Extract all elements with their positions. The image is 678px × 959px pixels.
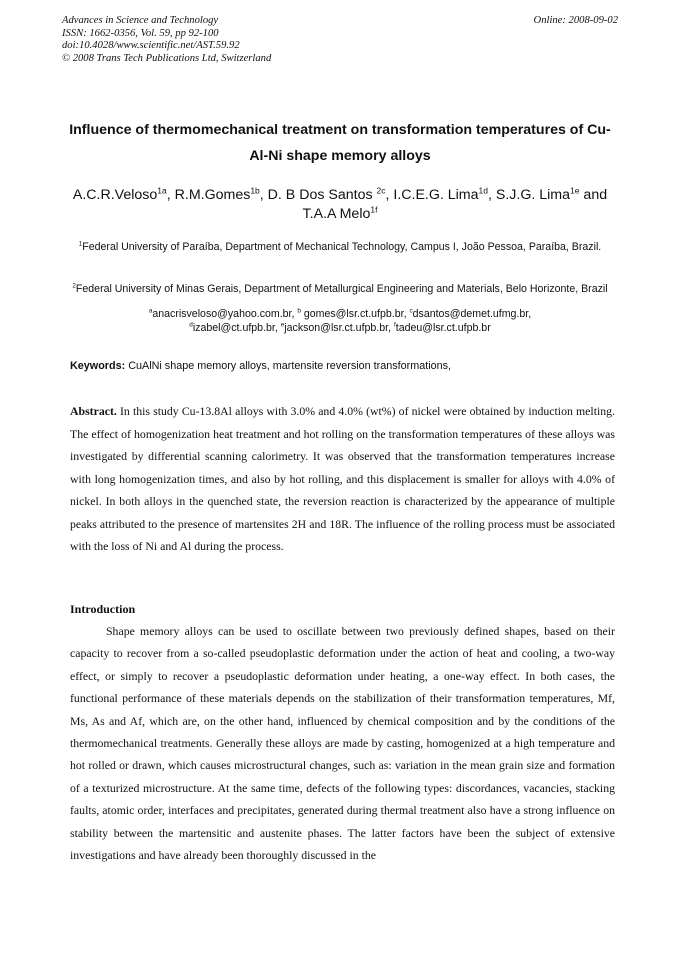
affiliation-text: Federal University of Paraíba, Department of Mechanical Technology, Campus I, João Pessoa, Paraíba, Brazil. [82, 241, 602, 253]
author-separator: , [385, 187, 394, 203]
email-superscript: e [280, 320, 285, 328]
keywords-label: Keywords: [70, 360, 126, 372]
email-separator: , [388, 321, 394, 334]
author-superscript: 1f [370, 204, 378, 215]
email-superscript: c [409, 307, 413, 315]
email-superscript: d [189, 320, 193, 328]
email-address[interactable]: anacrisveloso@yahoo.com.br [152, 308, 292, 320]
online-date: Online: 2008-09-02 [533, 15, 618, 26]
author-separator: and [579, 187, 608, 203]
journal-issn: ISSN: 1662-0356, Vol. 59, pp 92-100 [62, 27, 219, 39]
email-superscript: a [148, 307, 153, 315]
author-superscript: 1b [250, 185, 260, 196]
email-separator: , [403, 308, 410, 320]
author-separator: , [259, 187, 268, 203]
section-heading-introduction: Introduction [70, 602, 136, 616]
author-separator: , [488, 187, 496, 203]
keywords-text: CuAlNi shape memory alloys, martensite reversion transformations, [125, 360, 452, 372]
email-address[interactable]: dsantos@demet.ufmg.br [412, 308, 529, 320]
author: T.A.A Melo [302, 206, 371, 222]
journal-doi: doi:10.4028/www.scientific.net/AST.59.92 [62, 40, 240, 52]
author: D. B Dos Santos [267, 187, 377, 203]
email-separator: , [274, 321, 281, 334]
email-address[interactable]: izabel@ct.ufpb.br [192, 321, 275, 334]
paper-title: Influence of thermomechanical treatment on transformation temperatures of Cu-Al-Ni shape memory alloys [69, 122, 611, 164]
journal-name: Advances in Science and Technology [62, 15, 219, 26]
email-address[interactable]: gomes@lsr.ct.ufpb.br [300, 308, 404, 320]
email-address[interactable]: jackson@lsr.ct.ufpb.br [284, 321, 389, 334]
author-superscript: 1a [157, 185, 167, 196]
abstract-text: In this study Cu-13.8Al alloys with 3.0% and 4.0% (wt%) of nickel were obtained by induction melting. The effect of homogenization heat treatment and hot rolling on the transformation temperatures of these alloys was investigated by differential scanning calorimetry. It was observed that the transformation temperatures increase with long homogenization times, and also by hot rolling, and this displacement is smaller for alloys with 4.0% of nickel. In both alloys in the quenched state, the reversion reaction is characterized by the appearance of multiple peaks attributed to the presence of martensites 2H and 18R. The influence of the rolling process must be associated with the loss of Ni and Al during the process. [70, 404, 615, 553]
email-list [70, 308, 610, 335]
keywords [70, 359, 615, 373]
journal-copyright: © 2008 Trans Tech Publications Ltd, Switzerland [62, 52, 272, 64]
author: A.C.R.Veloso [72, 187, 158, 203]
journal-header [62, 15, 618, 65]
abstract [70, 400, 615, 558]
affiliation-1 [70, 240, 610, 255]
abstract-label: Abstract. [70, 404, 117, 418]
affiliation-superscript: 2 [72, 282, 76, 290]
email-superscript: f [393, 320, 396, 328]
affiliation-superscript: 1 [78, 240, 83, 248]
author-superscript: 2c [376, 185, 386, 196]
author: S.J.G. Lima [495, 187, 571, 203]
author: R.M.Gomes [174, 187, 251, 203]
author-separator: , [166, 187, 175, 203]
email-address[interactable]: tadeu@lsr.ct.ufpb.br [395, 321, 491, 334]
email-separator: , [528, 308, 532, 320]
author-list [62, 186, 618, 224]
author-superscript: 1d [478, 185, 488, 196]
affiliation-text: Federal University of Minas Gerais, Department of Metallurgical Engineering and Materials, Belo Horizonte, Brazil [75, 283, 608, 295]
email-superscript: b [297, 307, 301, 315]
email-separator: , [291, 308, 298, 320]
affiliation-2 [70, 282, 610, 297]
author-superscript: 1e [570, 185, 580, 196]
introduction-paragraph: Shape memory alloys can be used to oscillate between two previously defined shapes, based on their capacity to recover from a so-called pseudoplastic deformation under the action of heat and cooling, a two-way effect, or simply to recover a pseudoplastic deformation under heating, a one-way effect. In both cases, the functional performance of these materials depends on the stabilization of their transformation temperatures, Mf, Ms, As and Af, which are, on the other hand, influenced by chemical composition and by the conditions of the thermomechanical treatments. Generally these alloys are made by casting, homogenized at a high temperature and hot rolled or drawn, which causes microstructural changes, such as: variation in the mean grain size and formation of a texturized microstructure. At the same time, defects of the following types: discordances, vacancies, stacking faults, atomic order, interfaces and precipitates, generated during thermal treatment also have a strong influence on stability between the martensitic and austenite phases. The latter factors have been the subject of extensive investigations and have already been thoroughly discussed in the [70, 624, 615, 863]
author: I.C.E.G. Lima [393, 187, 479, 203]
